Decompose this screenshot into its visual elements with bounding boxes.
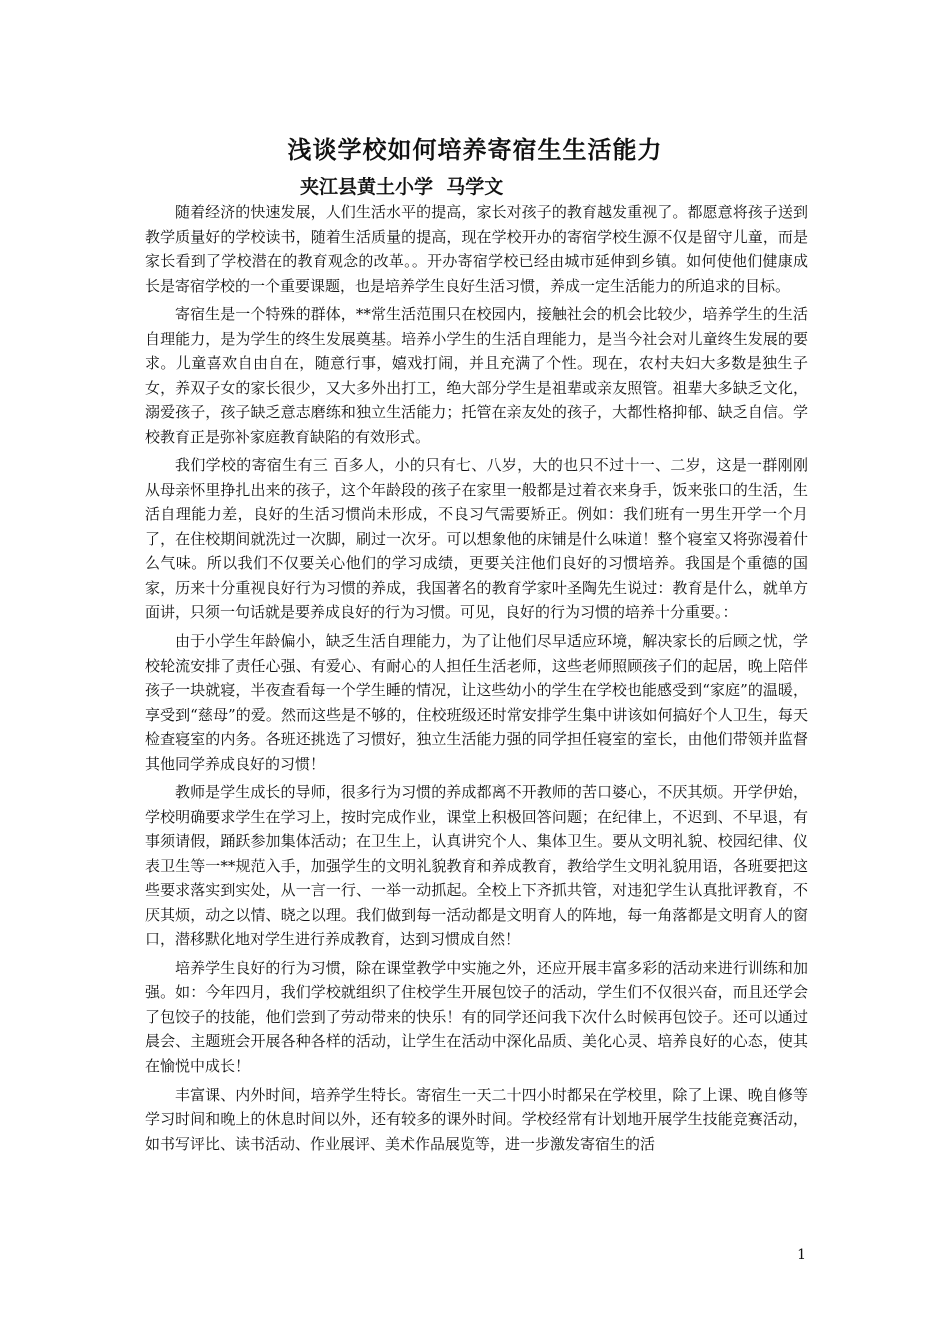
document-title: 浅谈学校如何培养寄宿生生活能力 bbox=[287, 135, 663, 164]
paragraph: 教师是学生成长的导师，很多行为习惯的养成都离不开教师的苦口婆心，不厌其烦。开学伊始，学校明确要求学生在学习上，按时完成作业，课堂上积极回答问题；在纪律上，不迟到、不早退，有事须请假，踊跃参加集体活动；在卫生上，认真讲究个人、集体卫生。要从文明礼貌、校园纪律、仪表卫生等一**规范入手，加强学生的文明礼貌教育和养成教育，教给学生文明礼貌用语，各班要把这些要求落实到实处，从一言一行、一举一动抓起。全校上下齐抓共管，对违犯学生认真批评教育，不厌其烦，动之以情、晓之以理。我们做到每一活动都是文明育人的阵地，每一角落都是文明育人的窗口，潜移默化地对学生进行养成教育，达到习惯成自然！ bbox=[145, 783, 808, 949]
document-author: 夹江县黄土小学 马学文 bbox=[300, 176, 504, 198]
page-number: 1 bbox=[797, 1247, 806, 1263]
document-body bbox=[145, 200, 808, 1160]
paragraph: 由于小学生年龄偏小，缺乏生活自理能力，为了让他们尽早适应环境，解决家长的后顾之忧，学校轮流安排了责任心强、有爱心、有耐心的人担任生活老师，这些老师照顾孩子们的起居，晚上陪伴孩子一块就寝，半夜查看每一个学生睡的情况，让这些幼小的学生在学校也能感受到“家庭”的温暖，享受到“慈母”的爱。然而这些是不够的，住校班级还时常安排学生集中讲该如何搞好个人卫生，每天检查寝室的内务。各班还挑选了习惯好，独立生活能力强的同学担任寝室的室长，由他们带领并监督其他同学养成良好的习惯！ bbox=[145, 632, 808, 773]
paragraph: 我们学校的寄宿生有三 百多人，小的只有七、八岁，大的也只不过十一、二岁，这是一群刚刚从母亲怀里挣扎出来的孩子，这个年龄段的孩子在家里一般都是过着衣来身手，饭来张口的生活，生活自理能力差，良好的生活习惯尚未形成，不良习气需要矫正。例如：我们班有一男生开学一个月了，在住校期间就洗过一次脚，刷过一次牙。可以想象他的床铺是什么味道！整个寝室又将弥漫着什么气味。所以我们不仅要关心他们的学习成绩，更要关注他们良好的习惯培养。我国是个重德的国家，历来十分重视良好行为习惯的养成，我国著名的教育学家叶圣陶先生说过：教育是什么，就单方面讲，只须一句话就是要养成良好的行为习惯。可见，良好的行为习惯的培养十分重要。： bbox=[145, 456, 808, 622]
paragraph: 丰富课、内外时间，培养学生特长。寄宿生一天二十四小时都呆在学校里，除了上课、晚自修等学习时间和晚上的休息时间以外，还有较多的课外时间。学校经常有计划地开展学生技能竞赛活动，如书写评比、读书活动、作业展评、美术作品展览等，进一步激发寄宿生的活 bbox=[145, 1085, 808, 1153]
paragraph: 随着经济的快速发展，人们生活水平的提高，家长对孩子的教育越发重视了。都愿意将孩子送到教学质量好的学校读书，随着生活质量的提高，现在学校开办的寄宿学校生源不仅是留守儿童，而是家长看到了学校潜在的教育观念的改革。。开办寄宿学校已经由城市延伸到乡镇。如何使他们健康成长是寄宿学校的一个重要课题，也是培养学生良好生活习惯，养成一定生活能力的所追求的目标。 bbox=[145, 203, 808, 295]
paragraph: 培养学生良好的行为习惯，除在课堂教学中实施之外，还应开展丰富多彩的活动来进行训练和加强。如：今年四月，我们学校就组织了住校学生开展包饺子的活动，学生们不仅很兴奋，而且还学会了包饺子的技能，他们尝到了劳动带来的快乐！有的同学还问我下次什么时候再包饺子。还可以通过晨会、主题班会开展各种各样的活动，让学生在活动中深化品质、美化心灵、培养良好的心态，使其在愉悦中成长！ bbox=[145, 958, 808, 1075]
paragraph: 寄宿生是一个特殊的群体，**常生活范围只在校园内，接触社会的机会比较少，培养学生的生活自理能力，是为学生的终生发展奠基。培养小学生的生活自理能力，是当今社会对儿童终生发展的要求。儿童喜欢自由自在，随意行事，嬉戏打闹，并且充满了个性。现在，农村夫妇大多数是独生子女，养双子女的家长很少，又大多外出打工，绝大部分学生是祖辈或亲友照管。祖辈大多缺乏文化，溺爱孩子，孩子缺乏意志磨练和独立生活能力；托管在亲友处的孩子，大都性格抑郁、缺乏自信。学校教育正是弥补家庭教育缺陷的有效形式。 bbox=[145, 305, 808, 446]
